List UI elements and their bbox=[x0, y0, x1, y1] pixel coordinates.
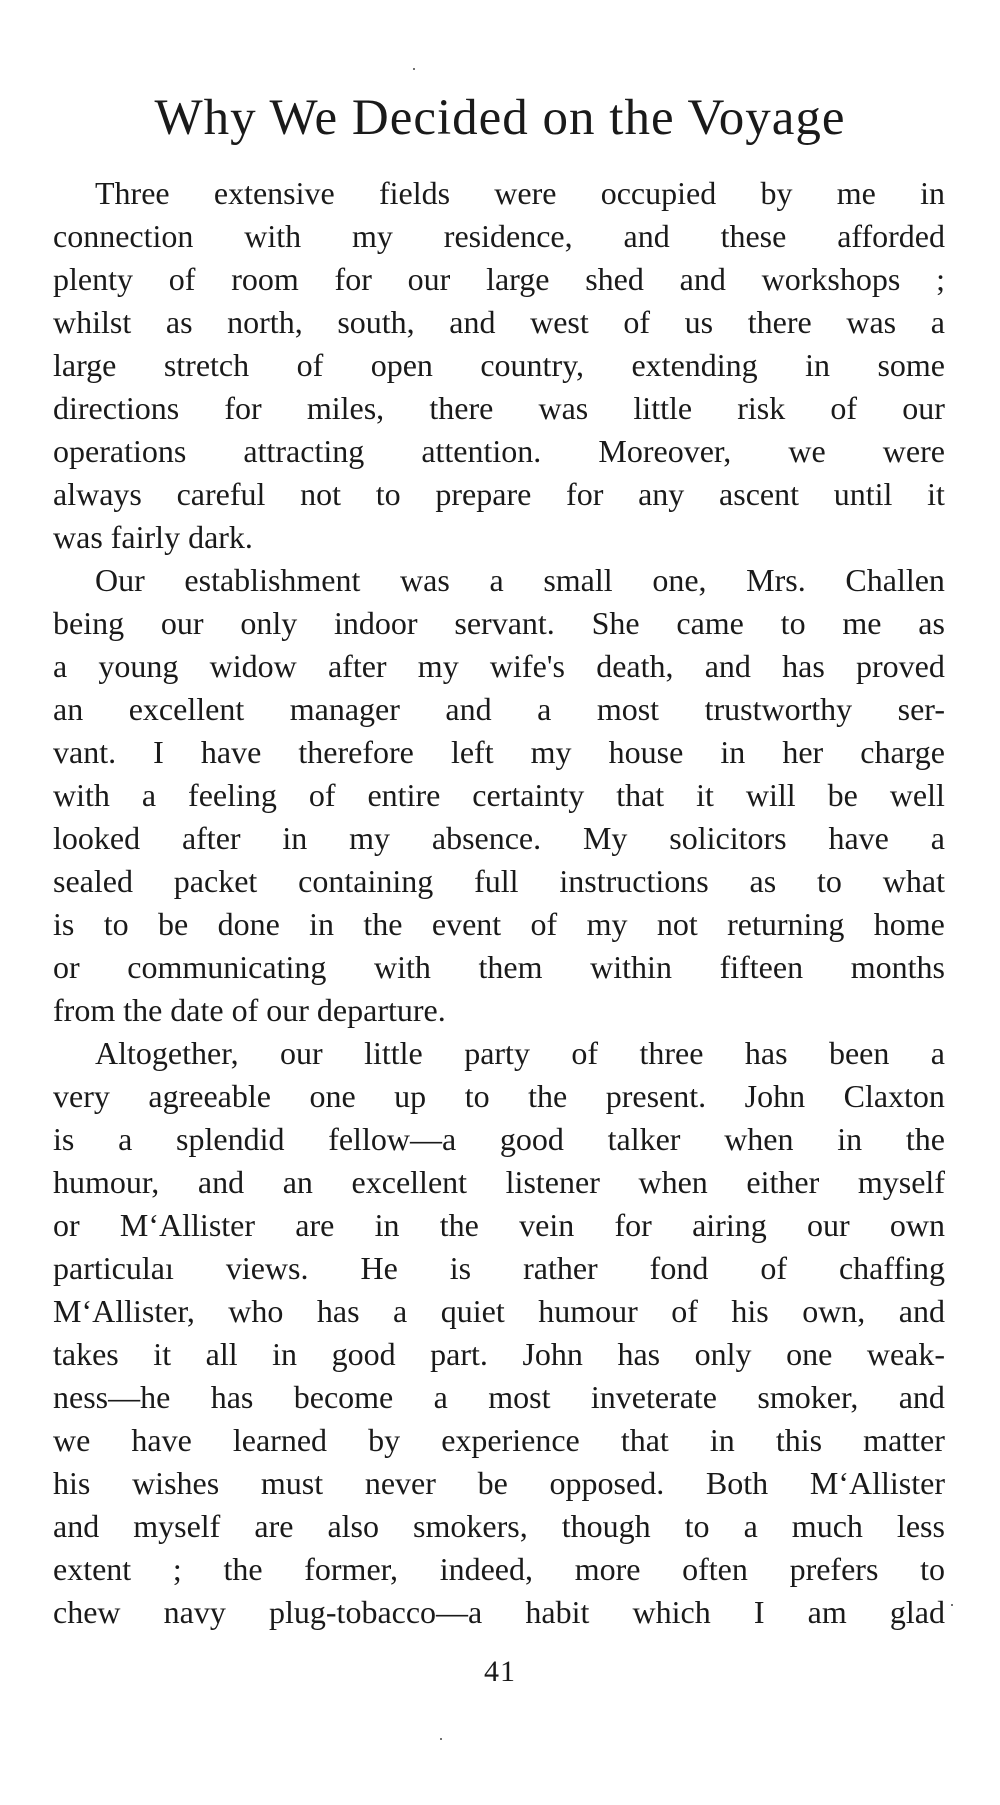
text-line: or communicating with them within fifteen months bbox=[53, 949, 945, 985]
text-line: whilst as north, south, and west of us there was a bbox=[53, 304, 945, 340]
text-line: is a splendid fellow—a good talker when in the bbox=[53, 1121, 945, 1157]
print-speck bbox=[440, 1738, 442, 1740]
text-line: ness—he has become a most inveterate smoker, and bbox=[53, 1379, 945, 1415]
text-line: Three extensive fields were occupied by me in bbox=[95, 175, 945, 211]
text-line: operations attracting attention. Moreover, we were bbox=[53, 433, 945, 469]
text-line: and myself are also smokers, though to a much less bbox=[53, 1508, 945, 1544]
text-line: looked after in my absence. My solicitors have a bbox=[53, 820, 945, 856]
text-line: sealed packet containing full instructions as to what bbox=[53, 863, 945, 899]
text-line: with a feeling of entire certainty that it will be well bbox=[53, 777, 945, 813]
print-speck bbox=[413, 68, 415, 70]
text-line: is to be done in the event of my not returning home bbox=[53, 906, 945, 942]
text-line: directions for miles, there was little risk of our bbox=[53, 390, 945, 426]
text-line: Altogether, our little party of three has been a bbox=[95, 1035, 945, 1071]
text-line: large stretch of open country, extending in some bbox=[53, 347, 945, 383]
text-line: vant. I have therefore left my house in her charge bbox=[53, 734, 945, 770]
text-line: particulaı views. He is rather fond of chaffing bbox=[53, 1250, 945, 1286]
text-line: plenty of room for our large shed and workshops ; bbox=[53, 261, 945, 297]
text-line: we have learned by experience that in this matter bbox=[53, 1422, 945, 1458]
text-line: or M‘Allister are in the vein for airing our own bbox=[53, 1207, 945, 1243]
text-line: very agreeable one up to the present. John Claxton bbox=[53, 1078, 945, 1114]
text-line: extent ; the former, indeed, more often prefers to bbox=[53, 1551, 945, 1587]
text-line: Our establishment was a small one, Mrs. Challen bbox=[95, 562, 945, 598]
text-line: his wishes must never be opposed. Both M‘Allister bbox=[53, 1465, 945, 1501]
text-line: was fairly dark. bbox=[53, 519, 253, 555]
body-text bbox=[53, 172, 945, 1634]
paragraph bbox=[53, 172, 945, 559]
text-line: connection with my residence, and these afforded bbox=[53, 218, 945, 254]
text-line: takes it all in good part. John has only one weak- bbox=[53, 1336, 945, 1372]
print-speck bbox=[951, 1604, 953, 1606]
text-line: humour, and an excellent listener when either myself bbox=[53, 1164, 945, 1200]
text-line: a young widow after my wife's death, and has proved bbox=[53, 648, 945, 684]
paragraph bbox=[53, 559, 945, 1032]
text-line: being our only indoor servant. She came to me as bbox=[53, 605, 945, 641]
page-number: 41 bbox=[484, 1655, 516, 1688]
text-line: M‘Allister, who has a quiet humour of his own, and bbox=[53, 1293, 945, 1329]
paragraph bbox=[53, 1032, 945, 1634]
text-line: chew navy plug-tobacco—a habit which I am glad bbox=[53, 1594, 945, 1630]
text-line: always careful not to prepare for any ascent until it bbox=[53, 476, 945, 512]
text-line: from the date of our departure. bbox=[53, 992, 446, 1028]
chapter-title: Why We Decided on the Voyage bbox=[154, 90, 846, 146]
text-line: an excellent manager and a most trustworthy ser- bbox=[53, 691, 945, 727]
